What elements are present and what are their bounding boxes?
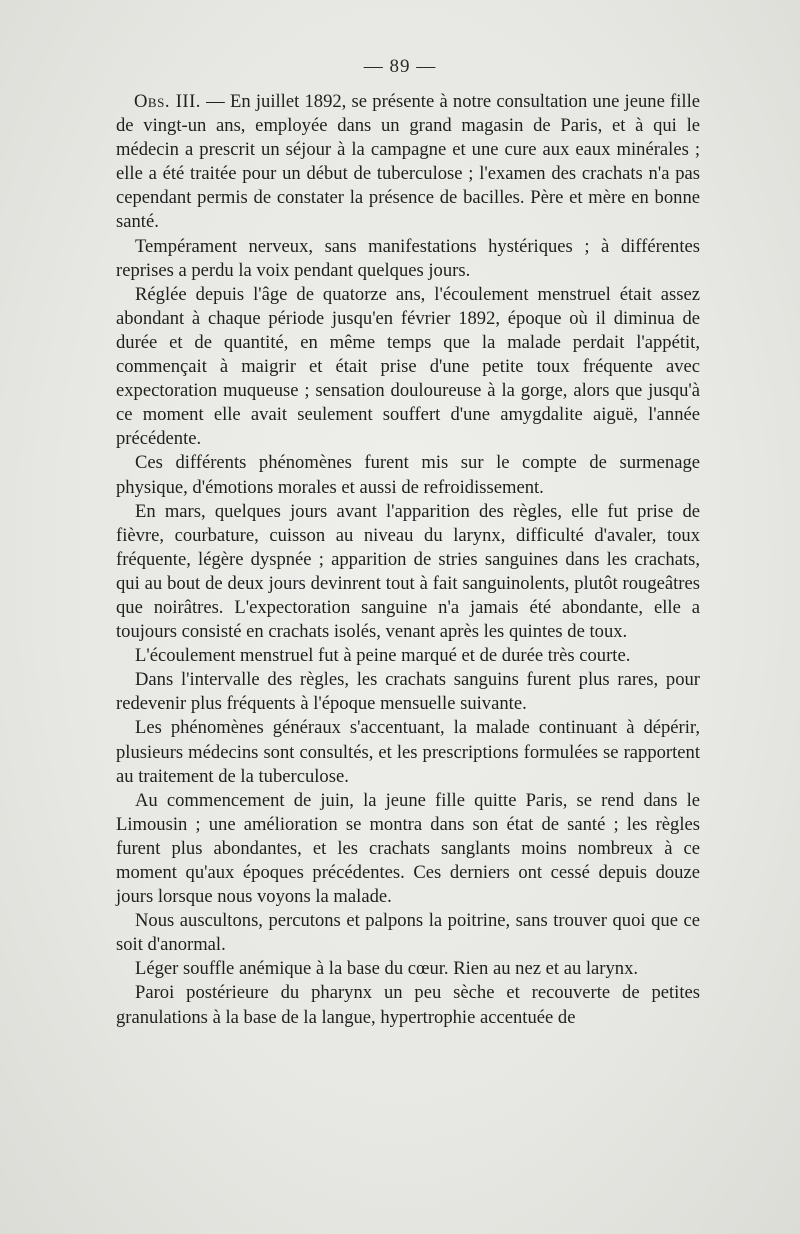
paragraph-pharynx: Paroi postérieure du pharynx un peu sèche et recouverte de petites granulations à la base de la langue, hypertrophie accentuée de	[116, 982, 700, 1028]
paragraph-general: Les phénomènes généraux s'accentuant, la malade continuant à dépérir, plusieurs médecins sont consultés, et les prescriptions formulées se rapportent au traitement de la tuberculose.	[116, 717, 700, 787]
observation-label: Obs. III.	[134, 91, 201, 112]
page-number: — 89 —	[363, 56, 437, 77]
paragraph-auscultation: Nous auscultons, percutons et palpons la poitrine, sans trouver quoi que ce soit d'anormal.	[116, 910, 700, 956]
paragraph-heart: Léger souffle anémique à la base du cœur. Rien au nez et au larynx.	[135, 958, 639, 980]
paragraph-interval: Dans l'intervalle des règles, les crachats sanguins furent plus rares, pour redevenir plus fréquents à l'époque mensuelle suivante.	[116, 669, 700, 715]
paragraph-june: Au commencement de juin, la jeune fille quitte Paris, se rend dans le Limousin ; une amélioration se montra dans son état de santé ; les règles furent plus abondantes, et les crachats sanglants moins nombreux à ce moment qu'aux époques précédentes. Ces derniers ont cessé depuis douze jours lorsque nous voyons la malade.	[116, 789, 700, 908]
paragraph-temperament: Tempérament nerveux, sans manifestations hystériques ; à différentes reprises a perdu la voix pendant quelques jours.	[116, 235, 700, 281]
body-text	[116, 90, 700, 1030]
paragraph-march: En mars, quelques jours avant l'apparition des règles, elle fut prise de fièvre, courbature, cuisson au niveau du larynx, difficulté d'avaler, toux fréquente, légère dyspnée ; apparition de stries sanguines dans les crachats, qui au bout de deux jours devinrent tout à fait sanguinolents, plutôt rougeâtres que noirâtres. L'expectoration sanguine n'a jamais été abondante, elle a toujours consisté en crachats isolés, venant après les quintes de toux.	[116, 500, 700, 643]
observation-dash: —	[200, 91, 230, 112]
paragraph-causes: Ces différents phénomènes furent mis sur le compte de surmenage physique, d'émotions morales et aussi de refroidissement.	[116, 452, 700, 498]
paragraph-menstruation: Réglée depuis l'âge de quatorze ans, l'écoulement menstruel était assez abondant à chaque période jusqu'en février 1892, époque où il diminua de durée et de quantité, en même temps que la malade perdait l'appétit, commençait à maigrir et était prise d'une petite toux fréquente avec expectoration muqueuse ; sensation douloureuse à la gorge, alors que jusqu'à ce moment elle avait seulement souffert d'une amygdalite aiguë, l'année précédente.	[116, 283, 700, 450]
observation-text: En juillet 1892, se présente à notre consultation une jeune fille de vingt-un ans, employée dans un grand magasin de Paris, et à qui le médecin a prescrit un séjour à la campagne et une cure aux eaux minérales ; elle a été traitée pour un début de tuberculose ; l'examen des crachats n'a pas cependant permis de constater la présence de bacilles. Père et mère en bonne santé.	[116, 91, 700, 233]
paragraph-observation-intro	[116, 90, 700, 235]
paragraph-menstrual-flow: L'écoulement menstruel fut à peine marqué et de durée très courte.	[135, 645, 631, 667]
